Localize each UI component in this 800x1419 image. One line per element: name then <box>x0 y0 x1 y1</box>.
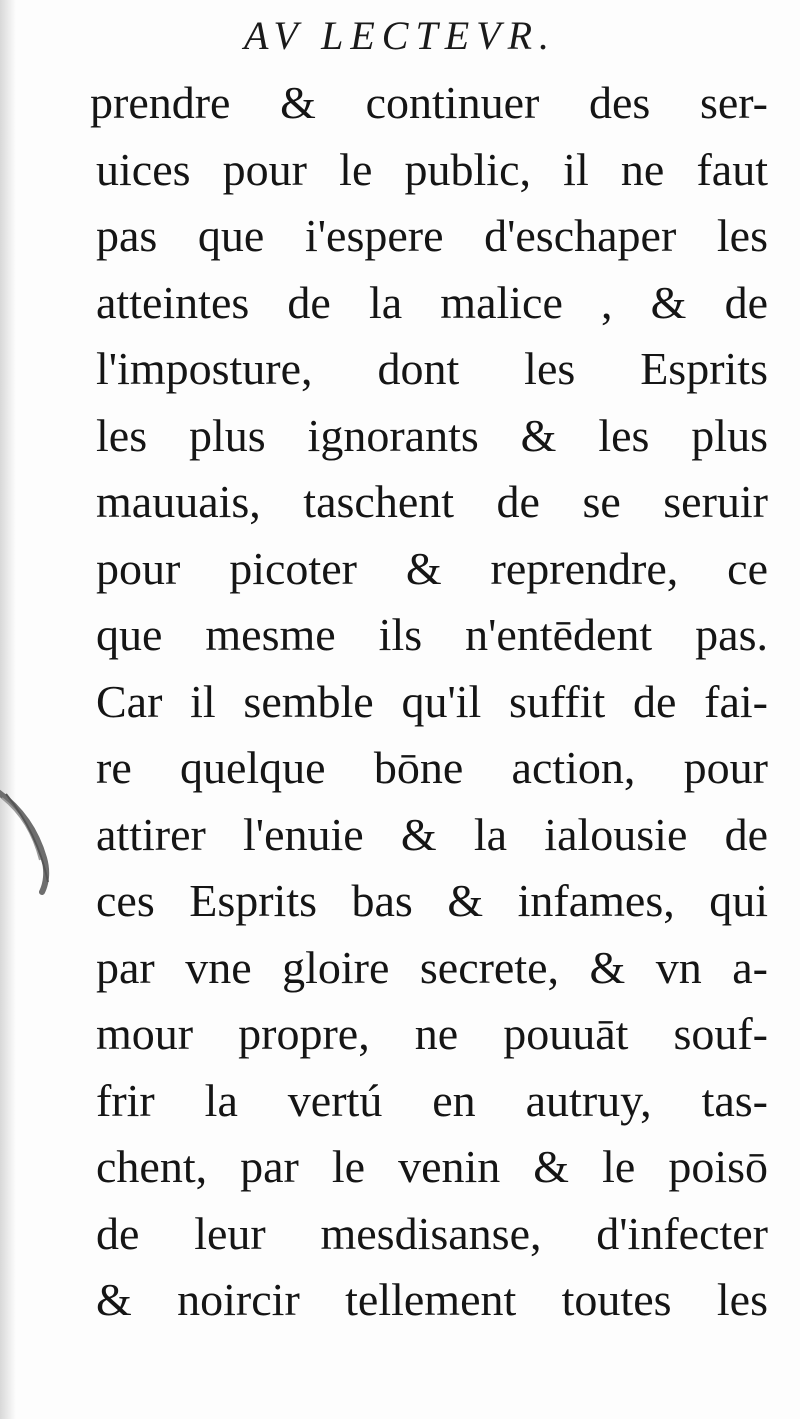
text-line: par vne gloire secrete, & vn a- <box>96 941 768 993</box>
stray-thread-image <box>0 786 64 896</box>
text-line: Car il semble qu'il suffit de fai- <box>96 675 768 727</box>
text-line: & noircir tellement toutes les <box>96 1274 768 1325</box>
text-line: atteintes de la malice , & de <box>96 276 768 328</box>
text-line: mour propre, ne pouuāt souf- <box>96 1008 768 1059</box>
text-line: pas que i'espere d'eschaper les <box>96 210 768 261</box>
page-gutter-shadow <box>0 0 16 1419</box>
text-line: l'imposture, dont les Esprits <box>96 343 768 394</box>
text-line: les plus ignorants & les plus <box>96 409 768 461</box>
text-line: mauuais, taschent de se seruir <box>96 476 768 527</box>
text-line: prendre & continuer des ser- <box>90 77 768 128</box>
text-line: re quelque bōne action, pour <box>96 742 768 793</box>
text-line: pour picoter & reprendre, ce <box>96 542 768 594</box>
text-line: uices pour le public, il ne faut <box>96 143 768 195</box>
text-line: frir la vertú en autruy, tas- <box>96 1074 768 1126</box>
text-line: ces Esprits bas & infames, qui <box>96 875 768 926</box>
text-line: que mesme ils n'entēdent pas. <box>96 609 768 660</box>
text-line: chent, par le venin & le poisō <box>96 1141 768 1192</box>
body-text <box>90 70 768 1334</box>
running-head: AV LECTEVR. <box>243 13 557 58</box>
text-line: de leur mesdisanse, d'infecter <box>96 1207 768 1259</box>
text-line: attirer l'enuie & la ialousie de <box>96 808 768 860</box>
